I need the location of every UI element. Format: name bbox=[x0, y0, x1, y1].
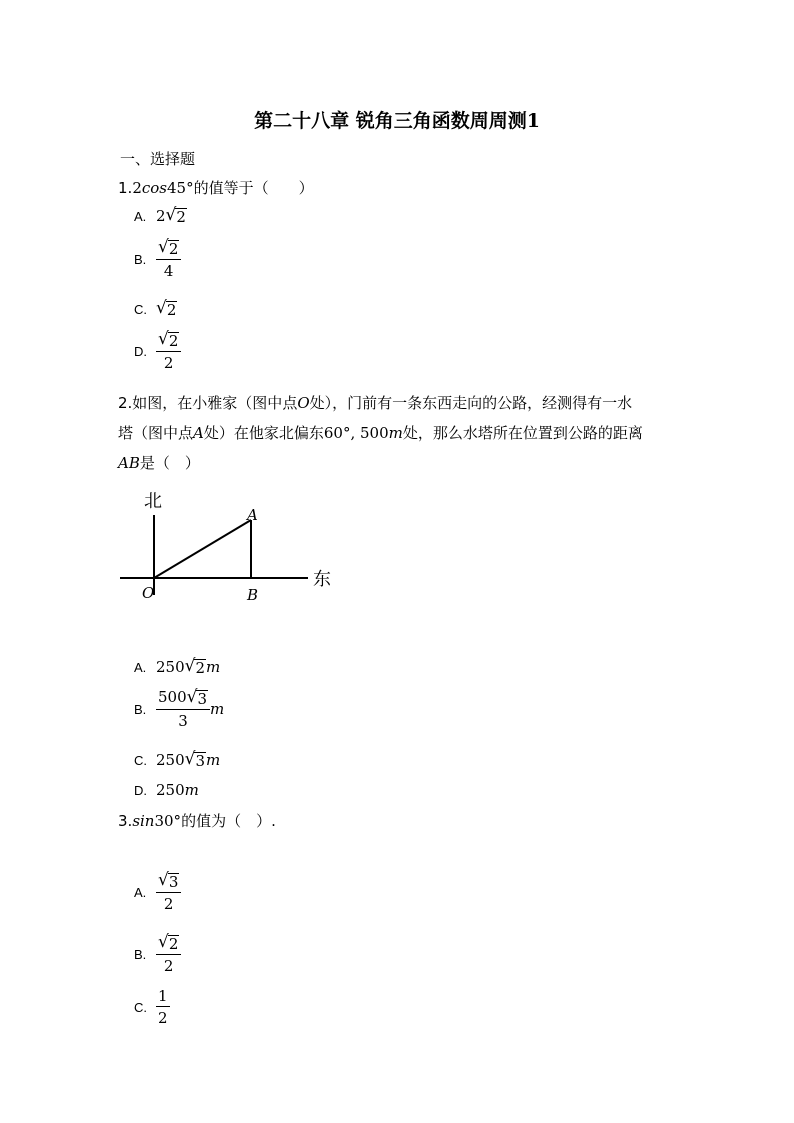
sqrt-symbol: √ 3 bbox=[184, 749, 206, 770]
sqrt-symbol: √ 3 bbox=[186, 687, 208, 708]
point-b-label: B bbox=[247, 586, 259, 604]
sqrt-symbol: √ 2 bbox=[158, 932, 179, 953]
fraction: √ 2 4 bbox=[156, 238, 181, 280]
q3-option-a[interactable]: A. √ 3 2 bbox=[134, 871, 181, 913]
point-o-label: O bbox=[142, 584, 155, 602]
q3-option-b[interactable]: B. √ 2 2 bbox=[134, 933, 181, 975]
question-2-stem-line-1: 2.如图，在小雅家（图中点O处），门前有一条东西走向的公路，经测得有一水 bbox=[118, 394, 633, 412]
q2-option-d[interactable]: D. 250 m bbox=[134, 781, 199, 799]
sqrt-symbol: √ 2 bbox=[156, 298, 177, 319]
q2-option-a[interactable]: A. 250 √ 2 m bbox=[134, 656, 221, 677]
fraction: √ 2 2 bbox=[156, 933, 181, 975]
math-expression: 250 √ 2 m bbox=[156, 656, 221, 677]
math-expression: 500 √ 3 3 m bbox=[158, 687, 225, 730]
fraction: 500 √ 3 3 bbox=[156, 688, 210, 730]
q1-option-a[interactable]: A. 2 √ 2 bbox=[134, 205, 186, 226]
point-a-label: A bbox=[247, 506, 258, 524]
sqrt-symbol: √ 3 bbox=[158, 870, 179, 891]
question-2-stem-line-2: 塔（图中点A处）在他家北偏东60°, 500m处，那么水塔所在位置到公路的距离 bbox=[118, 424, 643, 442]
fraction: $\frac{1}{2}$ bbox=[158, 987, 168, 1027]
segment-oa bbox=[154, 520, 251, 578]
north-label: 北 bbox=[144, 491, 162, 512]
question-number: 1. bbox=[118, 179, 133, 197]
question-2-stem-line-3: AB是（ ） bbox=[118, 454, 200, 472]
page-title: 第二十八章 锐角三角函数周周测1 bbox=[254, 110, 540, 132]
math-expression: 2 √ 2 bbox=[156, 205, 186, 226]
question-3-stem: 3.sin30°的值为（ ）. bbox=[118, 812, 276, 830]
math-expression: 250 √ 3 m bbox=[156, 749, 221, 770]
east-label: 东 bbox=[313, 569, 331, 590]
q2-option-b[interactable]: B. 500 √ 3 3 m bbox=[134, 687, 225, 730]
sqrt-symbol: √ 2 bbox=[184, 656, 206, 677]
q1-option-b[interactable]: B. √ 2 4 bbox=[134, 238, 181, 280]
question-number: 3. bbox=[118, 812, 133, 830]
fraction: √ 2 2 bbox=[156, 330, 181, 372]
direction-diagram bbox=[115, 485, 340, 610]
q2-option-c[interactable]: C. 250 √ 3 m bbox=[134, 749, 221, 770]
q1-option-d[interactable]: D. √ 2 2 bbox=[134, 330, 181, 372]
section-heading: 一、选择题 bbox=[120, 150, 196, 168]
question-1-stem: 1.2cos45°的值等于（ ） bbox=[118, 179, 314, 197]
q1-option-c[interactable]: C. √ 2 bbox=[134, 298, 177, 319]
fraction: √ 3 2 bbox=[156, 871, 181, 913]
math-expression: 250 m bbox=[156, 781, 199, 799]
sqrt-symbol: √ 2 bbox=[165, 205, 186, 226]
math-expression bbox=[156, 299, 177, 319]
sqrt-symbol: √ 2 bbox=[158, 237, 179, 258]
sqrt-symbol: √ 2 bbox=[158, 329, 179, 350]
q3-option-c[interactable]: C. $\frac{1}{2}$ bbox=[134, 987, 168, 1027]
